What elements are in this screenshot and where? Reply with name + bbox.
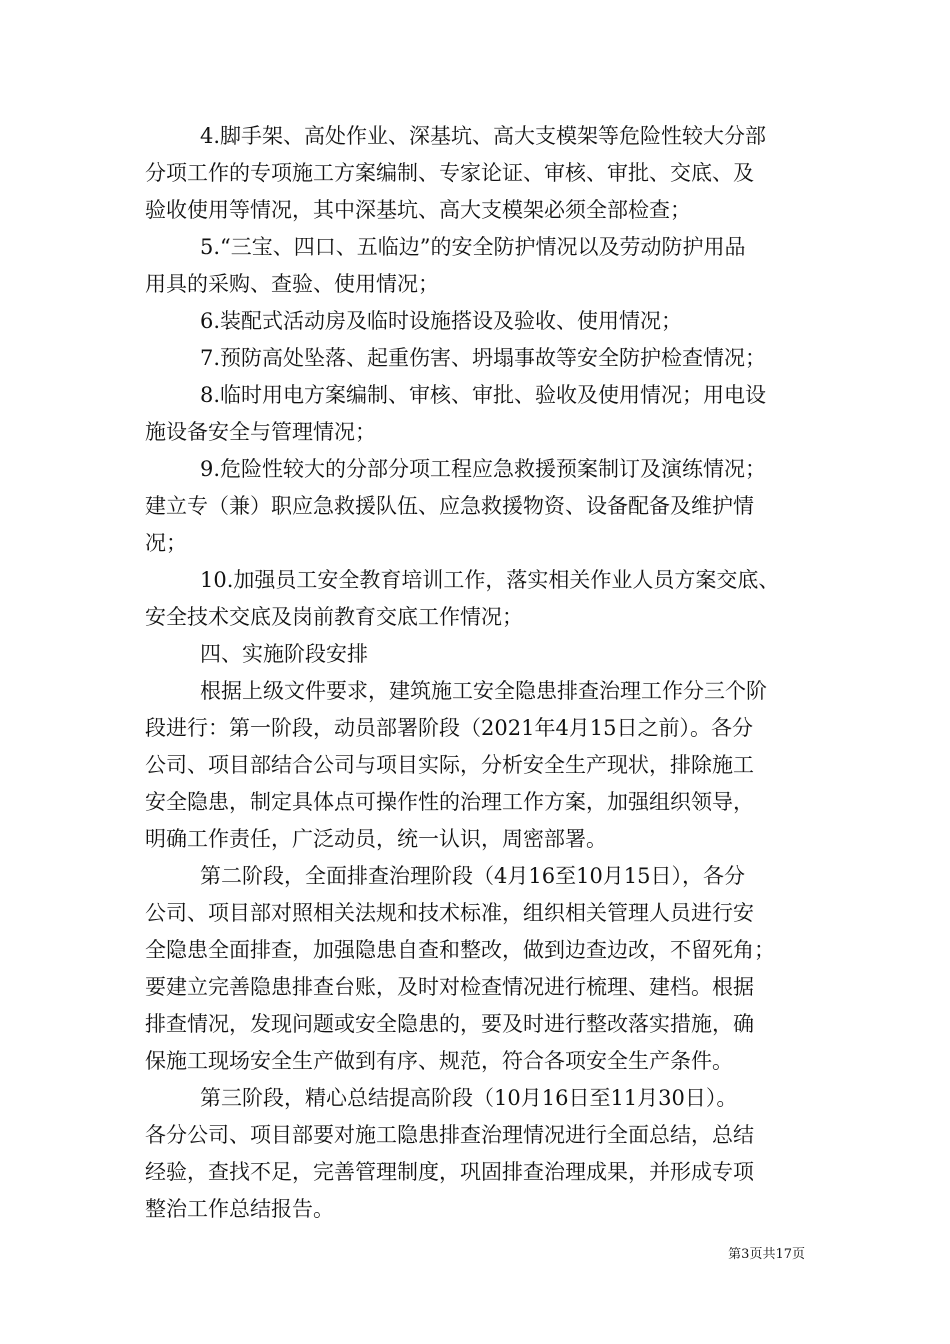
text-line: 安全隐患，制定具体点可操作性的治理工作方案，加强组织领导， <box>145 790 754 814</box>
text-line: 第二阶段，全面排查治理阶段（4月16至10月15日），各分 <box>200 864 746 888</box>
text-line: 根据上级文件要求，建筑施工安全隐患排查治理工作分三个阶 <box>200 679 767 703</box>
text-line: 段进行：第一阶段，动员部署阶段（2021年4月15日之前）。各分 <box>145 716 754 740</box>
text-line: 6.装配式活动房及临时设施搭设及验收、使用情况； <box>200 309 683 333</box>
text-line: 施设备安全与管理情况； <box>145 420 376 444</box>
text-line: 5.“三宝、四口、五临边”的安全防护情况以及劳动防护用品 <box>200 235 746 259</box>
text-line: 第三阶段，精心总结提高阶段（10月16日至11月30日）。 <box>200 1086 738 1110</box>
text-line: 公司、项目部对照相关法规和技术标准，组织相关管理人员进行安 <box>145 901 754 925</box>
text-line: 保施工现场安全生产做到有序、规范，符合各项安全生产条件。 <box>145 1049 733 1073</box>
text-line: 9.危险性较大的分部分项工程应急救援预案制订及演练情况； <box>200 457 767 481</box>
text-line: 8.临时用电方案编制、审核、审批、验收及使用情况；用电设 <box>200 383 767 407</box>
text-line: 经验，查找不足，完善管理制度，巩固排查治理成果，并形成专项 <box>145 1160 754 1184</box>
section-heading: 四、实施阶段安排 <box>200 642 368 666</box>
text-line: 分项工作的专项施工方案编制、专家论证、审核、审批、交底、及 <box>145 161 754 185</box>
text-line: 用具的采购、查验、使用情况； <box>145 272 439 296</box>
text-line: 7.预防高处坠落、起重伤害、坍塌事故等安全防护检查情况； <box>200 346 767 370</box>
text-line: 10.加强员工安全教育培训工作，落实相关作业人员方案交底、 <box>200 568 780 592</box>
page-number-footer: 第3页共17页 <box>728 1247 805 1262</box>
text-line: 公司、项目部结合公司与项目实际，分析安全生产现状，排除施工 <box>145 753 754 777</box>
text-line: 整治工作总结报告。 <box>145 1197 334 1221</box>
text-line: 明确工作责任，广泛动员，统一认识，周密部署。 <box>145 827 607 851</box>
text-line: 况； <box>145 531 187 555</box>
text-line: 安全技术交底及岗前教育交底工作情况； <box>145 605 523 629</box>
text-line: 建立专（兼）职应急救援队伍、应急救援物资、设备配备及维护情 <box>145 494 754 518</box>
text-line: 4.脚手架、高处作业、深基坑、高大支模架等危险性较大分部 <box>200 124 767 148</box>
text-line: 验收使用等情况，其中深基坑、高大支模架必须全部检查； <box>145 198 691 222</box>
text-line: 要建立完善隐患排查台账，及时对检查情况进行梳理、建档。根据 <box>145 975 754 999</box>
text-line: 全隐患全面排查，加强隐患自查和整改，做到边查边改，不留死角； <box>145 938 775 962</box>
text-line: 排查情况，发现问题或安全隐患的，要及时进行整改落实措施，确 <box>145 1012 754 1036</box>
text-line: 各分公司、项目部要对施工隐患排查治理情况进行全面总结，总结 <box>145 1123 754 1147</box>
